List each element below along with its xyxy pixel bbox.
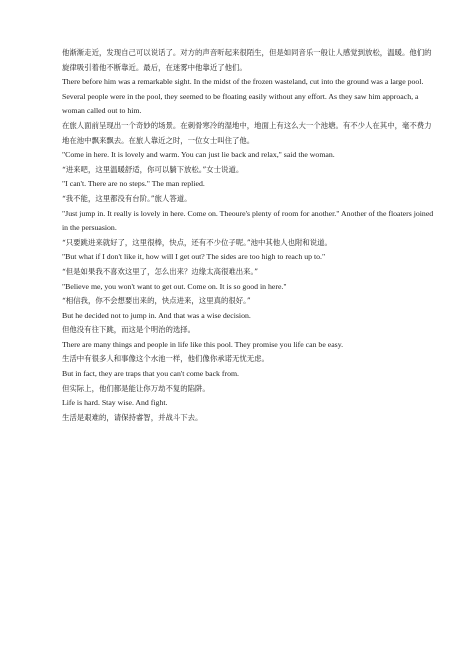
paragraph-en: There before him was a remarkable sight. In the midst of the frozen wasteland, cut into the ground was a large pool. Several people were in the pool, they seemed to be floating easily without any effort. As they saw him approach, a woman called out to him. — [62, 77, 424, 116]
paragraph-en: "Come in here. It is lovely and warm. You can just lie back and relax," said the woman. — [62, 150, 335, 160]
document-body — [62, 46, 434, 425]
paragraph-en: But he decided not to jump in. And that was a wise decision. — [62, 310, 251, 320]
paragraph-en: Life is hard. Stay wise. And fight. — [62, 398, 168, 408]
paragraph-en: There are many things and people in life like this pool. They promise you life can be easy. — [62, 339, 344, 349]
paragraph-en: "Just jump in. It really is lovely in here. Come on. Theoure's plenty of room for another." Another of the floaters joined in the persuasion. — [62, 208, 434, 233]
paragraph-en: But in fact, they are traps that you can't come back from. — [62, 369, 239, 379]
paragraph-zh: 生活中有很多人和事像这个水池一样，他们像你承诺无忧无虑。 — [62, 354, 269, 364]
paragraph-en: "But what if I don't like it, how will I get out? The sides are too high to reach up to." — [62, 252, 326, 262]
paragraph-zh: 他渐渐走近，发现自己可以说话了。对方的声音听起来很陌生，但是如同音乐一般让人感觉到放松，温暖。他们的旋律吸引着他不断靠近。最后，在迷雾中他靠近了他们。 — [62, 48, 432, 72]
paragraph-zh: 在旅人面前呈现出一个奇妙的场景。在刺骨寒冷的湿地中，地面上有这么大一个池塘。有不少人在其中，毫不费力地在池中飘来飘去。在旅人靠近之时，一位女士叫住了他。 — [62, 120, 432, 145]
paragraph-zh: “只要跳进来就好了，这里很棒，快点，还有不少位子呢。”池中其他人也附和说道。 — [62, 237, 332, 247]
paragraph-en: "Believe me, you won't want to get out. Come on. It is so good in here." — [62, 281, 287, 291]
paragraph-zh: 生活是艰难的，请保持睿智，并战斗下去。 — [62, 412, 203, 422]
paragraph-zh: “相信我，你不会想要出来的，快点进来，这里真的很好。” — [62, 296, 251, 306]
paragraph-zh: 但实际上，他们都是能让你万劫不复的陷阱。 — [62, 383, 210, 393]
paragraph-zh: “但是如果我不喜欢这里了，怎么出来？边缘太高很难出来。” — [62, 266, 259, 276]
paragraph-zh: 但他没有往下跳，而这是个明治的选择。 — [62, 325, 196, 335]
paragraph-zh: “进来吧，这里温暖舒适，你可以躺下放松。”女士说道。 — [62, 164, 244, 174]
paragraph-en: "I can't. There are no steps." The man replied. — [62, 179, 205, 189]
paragraph-zh: “我不能，这里都没有台阶。”旅人答道。 — [62, 193, 192, 203]
